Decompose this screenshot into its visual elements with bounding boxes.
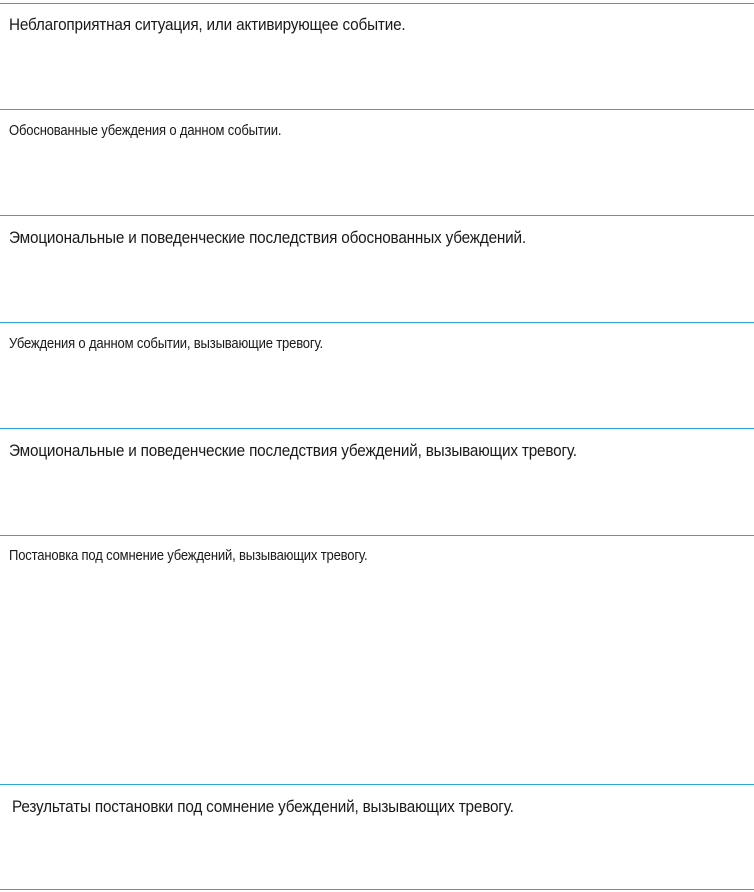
row-label-activating-event: Неблагоприятная ситуация, или активирующее событие. xyxy=(9,15,406,34)
row-divider xyxy=(0,535,754,536)
row-divider xyxy=(0,889,754,890)
row-divider xyxy=(0,3,754,4)
row-divider xyxy=(0,109,754,110)
row-label-rational-beliefs: Обоснованные убеждения о данном событии. xyxy=(9,123,282,139)
row-divider xyxy=(0,428,754,429)
row-divider xyxy=(0,322,754,323)
row-label-disputing-beliefs: Постановка под сомнение убеждений, вызывающих тревогу. xyxy=(9,548,368,564)
row-label-anxiety-consequences: Эмоциональные и поведенческие последствия убеждений, вызывающих тревогу. xyxy=(9,441,577,460)
row-label-rational-consequences: Эмоциональные и поведенческие последствия обоснованных убеждений. xyxy=(9,228,526,247)
row-divider xyxy=(0,215,754,216)
row-divider xyxy=(0,784,754,785)
row-label-disputing-results: Результаты постановки под сомнение убеждений, вызывающих тревогу. xyxy=(12,797,514,816)
row-label-anxiety-beliefs: Убеждения о данном событии, вызывающие тревогу. xyxy=(9,336,323,352)
